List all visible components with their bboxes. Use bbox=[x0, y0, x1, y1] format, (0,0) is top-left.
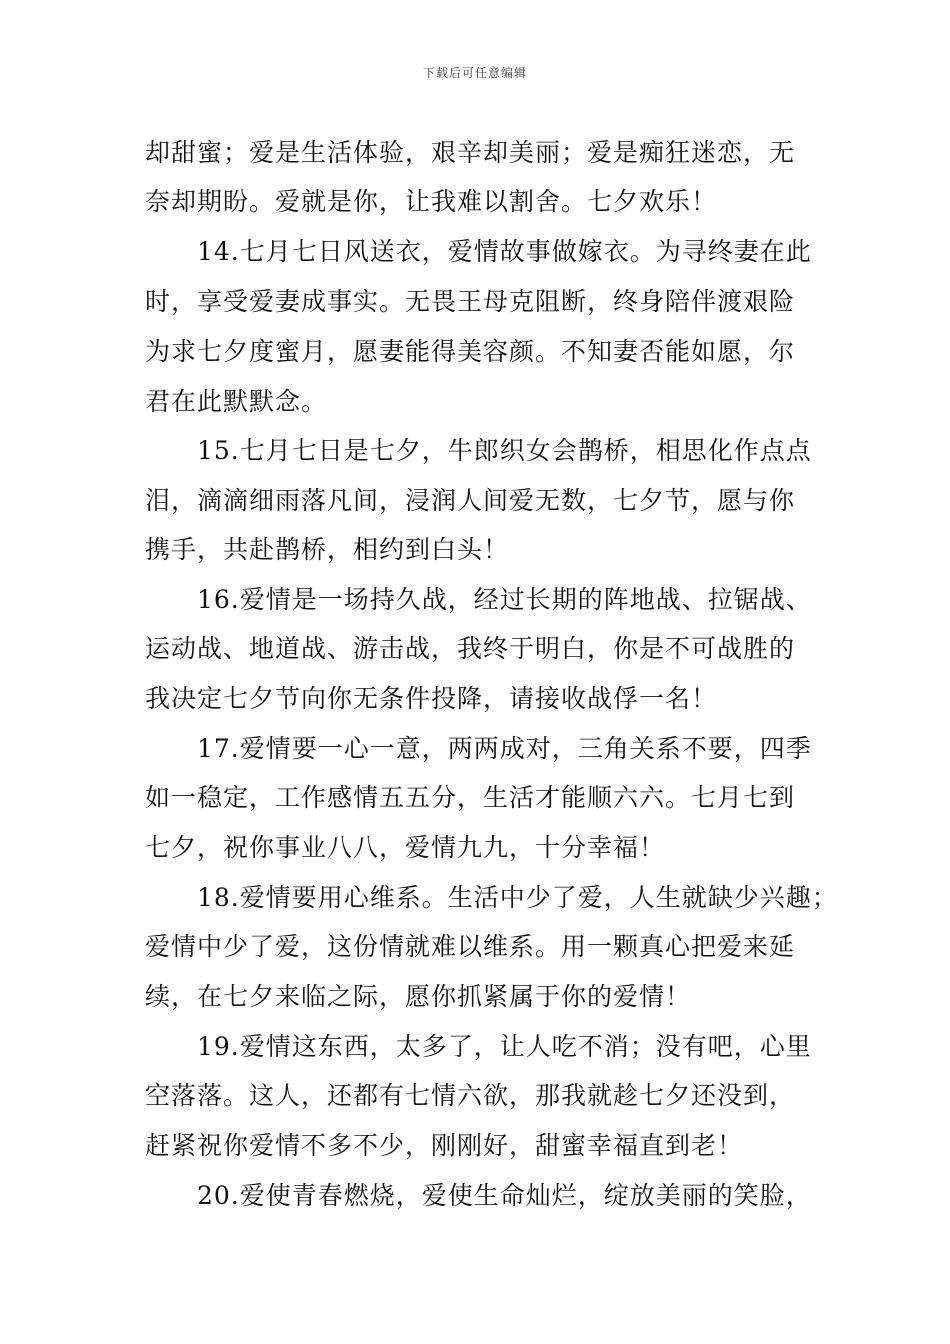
text-line: 19.爱情这东西，太多了，让人吃不消；没有吧，心里 bbox=[197, 1032, 812, 1061]
page-header: 下载后可任意编辑 bbox=[422, 66, 527, 80]
text-line: 携手，共赴鹊桥，相约到白头！ bbox=[145, 535, 510, 564]
text-line: 15.七月七日是七夕，牛郎织女会鹊桥，相思化作点点 bbox=[197, 436, 812, 465]
text-line: 为求七夕度蜜月，愿妻能得美容颜。不知妻否能如愿，尔 bbox=[145, 337, 796, 366]
text-line: 如一稳定，工作感情五五分，生活才能顺六六。七月七到 bbox=[145, 783, 796, 812]
text-line: 君在此默默念。 bbox=[145, 387, 328, 416]
text-line: 时，享受爱妻成事实。无畏王母克阻断，终身陪伴渡艰险 bbox=[145, 287, 796, 316]
text-line: 奈却期盼。爱就是你，让我难以割舍。七夕欢乐！ bbox=[145, 187, 718, 216]
text-line: 17.爱情要一心一意，两两成对，三角关系不要，四季 bbox=[197, 734, 812, 763]
text-line: 14.七月七日风送衣，爱情故事做嫁衣。为寻终妻在此 bbox=[197, 237, 812, 266]
text-line: 18.爱情要用心维系。生活中少了爱，人生就缺少兴趣； bbox=[197, 883, 838, 912]
text-line: 泪，滴滴细雨落凡间，浸润人间爱无数，七夕节，愿与你 bbox=[145, 486, 796, 515]
text-line: 我决定七夕节向你无条件投降，请接收战俘一名！ bbox=[145, 684, 718, 713]
text-line: 续，在七夕来临之际，愿你抓紧属于你的爱情！ bbox=[145, 982, 692, 1011]
text-line: 却甜蜜；爱是生活体验，艰辛却美丽；爱是痴狂迷恋，无 bbox=[145, 138, 796, 167]
text-line: 20.爱使青春燃烧，爱使生命灿烂，绽放美丽的笑脸， bbox=[197, 1181, 812, 1210]
text-line: 16.爱情是一场持久战，经过长期的阵地战、拉锯战、 bbox=[197, 585, 812, 614]
text-line: 运动战、地道战、游击战，我终于明白，你是不可战胜的 bbox=[145, 634, 796, 663]
text-line: 七夕，祝你事业八八，爱情九九，十分幸福！ bbox=[145, 833, 666, 862]
text-line: 空落落。这人，还都有七情六欲，那我就趁七夕还没到， bbox=[145, 1081, 796, 1110]
text-line: 赶紧祝你爱情不多不少，刚刚好，甜蜜幸福直到老！ bbox=[145, 1131, 744, 1160]
text-line: 爱情中少了爱，这份情就难以维系。用一颗真心把爱来延 bbox=[145, 932, 796, 961]
